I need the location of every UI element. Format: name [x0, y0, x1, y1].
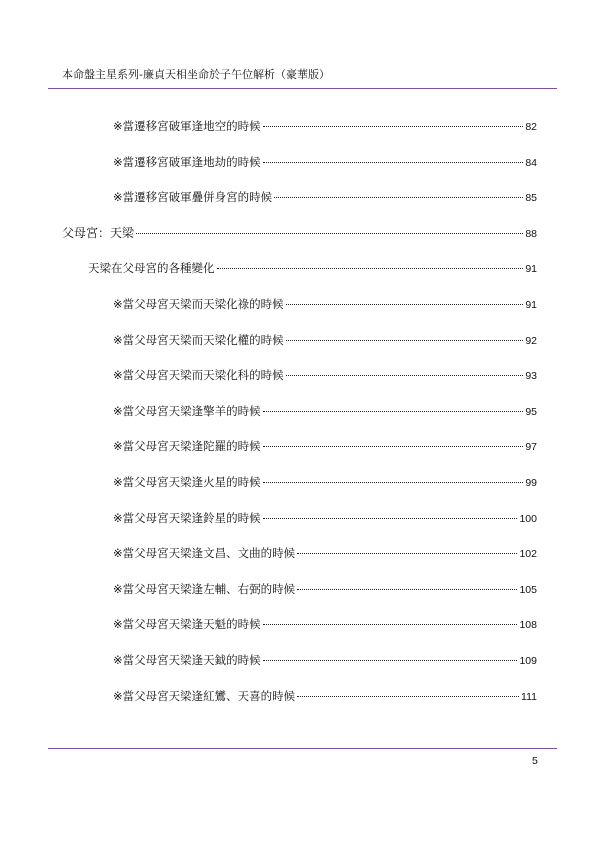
- toc-entry-page-number: 82: [525, 121, 537, 133]
- toc-entry-title: ※當父母宮天梁逢天鉞的時候: [113, 653, 261, 667]
- toc-entry-title: ※當遷移宮破軍逢地劫的時候: [113, 154, 261, 169]
- toc-entry-page-number: 95: [525, 405, 537, 418]
- toc-entry-title: ※當父母宮天梁逢火星的時候: [113, 475, 261, 489]
- toc-dot-leader: [263, 126, 524, 127]
- toc-dot-leader: [297, 589, 517, 590]
- toc-dot-leader: [136, 233, 523, 234]
- toc-entry[interactable]: [113, 297, 537, 312]
- toc-entry[interactable]: [113, 368, 537, 383]
- toc-entry[interactable]: [113, 439, 537, 454]
- toc-dot-leader: [263, 162, 524, 163]
- toc-dot-leader: [263, 446, 524, 447]
- toc-entry-page-number: 111: [521, 690, 537, 703]
- toc-entry-page-number: 93: [525, 370, 537, 383]
- toc-dot-leader: [263, 660, 518, 661]
- toc-dot-leader: [263, 624, 518, 625]
- toc-entry-page-number: 102: [519, 548, 537, 561]
- toc-entry[interactable]: [113, 511, 537, 526]
- toc-entry-page-number: 100: [519, 512, 537, 525]
- toc-entry-page-number: 88: [525, 227, 537, 240]
- toc-entry[interactable]: [113, 546, 537, 561]
- toc-dot-leader: [274, 197, 523, 198]
- toc-dot-leader: [263, 482, 524, 483]
- toc-entry[interactable]: [113, 190, 537, 205]
- toc-entry[interactable]: [113, 617, 537, 632]
- toc-entry-page-number: 105: [519, 583, 537, 596]
- toc-entry-page-number: 91: [525, 263, 537, 276]
- toc-entry[interactable]: [113, 653, 537, 668]
- toc-entry-page-number: 99: [525, 477, 537, 489]
- toc-entry-title: ※當父母宮天梁逢文昌、文曲的時候: [113, 546, 296, 561]
- toc-entry-title: ※當父母宮天梁而天梁化祿的時候: [113, 297, 284, 311]
- toc-entry-title: ※當父母宮天梁逢紅鸞、天喜的時候: [113, 688, 296, 703]
- toc-entry[interactable]: [113, 404, 537, 419]
- toc-dot-leader: [217, 268, 524, 269]
- running-header-title: 本命盤主星系列-廉貞天相坐命於子午位解析（豪華版）: [62, 68, 330, 81]
- toc-entry-page-number: 91: [525, 299, 537, 311]
- header-rule: [48, 88, 557, 89]
- toc-entry[interactable]: [113, 582, 537, 597]
- toc-entry-title: ※當遷移宮破軍疊併身宮的時候: [113, 190, 273, 205]
- toc-entry[interactable]: [88, 261, 537, 276]
- toc-entry-title: ※當遷移宮破軍逢地空的時候: [113, 119, 261, 133]
- toc-entry[interactable]: [113, 333, 537, 348]
- toc-entry-title: ※當父母宮天梁逢擎羊的時候: [113, 403, 261, 418]
- toc-entry-page-number: 109: [519, 655, 537, 667]
- toc-entry-title: 父母宮：天梁: [62, 225, 135, 240]
- toc-entry-page-number: 85: [525, 192, 537, 205]
- toc-entry-title: ※當父母宮天梁而天梁化權的時候: [113, 332, 284, 347]
- toc-dot-leader: [297, 696, 519, 697]
- toc-entry-title: 天梁在父母宮的各種變化: [88, 261, 215, 276]
- toc-entry-page-number: 92: [525, 334, 537, 347]
- toc-entry-title: ※當父母宮天梁逢鈴星的時候: [113, 510, 261, 525]
- toc-dot-leader: [263, 518, 518, 519]
- toc-entry-title: ※當父母宮天梁逢天魁的時候: [113, 617, 261, 632]
- toc-dot-leader: [286, 375, 524, 376]
- toc-dot-leader: [297, 553, 517, 554]
- toc-entry[interactable]: [113, 119, 537, 134]
- toc-entry[interactable]: [113, 155, 537, 170]
- page-number: 5: [532, 755, 538, 767]
- toc-entry-page-number: 108: [519, 619, 537, 632]
- toc-entry-title: ※當父母宮天梁逢陀羅的時候: [113, 439, 261, 454]
- toc-entry[interactable]: [113, 689, 537, 704]
- toc-entry-title: ※當父母宮天梁逢左輔、右弼的時候: [113, 581, 296, 596]
- toc-dot-leader: [286, 340, 524, 341]
- toc-entry[interactable]: [62, 226, 537, 241]
- toc-dot-leader: [263, 411, 524, 412]
- footer-rule: [48, 748, 557, 749]
- toc-entry[interactable]: [113, 475, 537, 490]
- toc-dot-leader: [286, 304, 524, 305]
- toc-entry-page-number: 97: [525, 441, 537, 454]
- toc-entry-title: ※當父母宮天梁而天梁化科的時候: [113, 368, 284, 383]
- toc-entry-page-number: 84: [525, 156, 537, 169]
